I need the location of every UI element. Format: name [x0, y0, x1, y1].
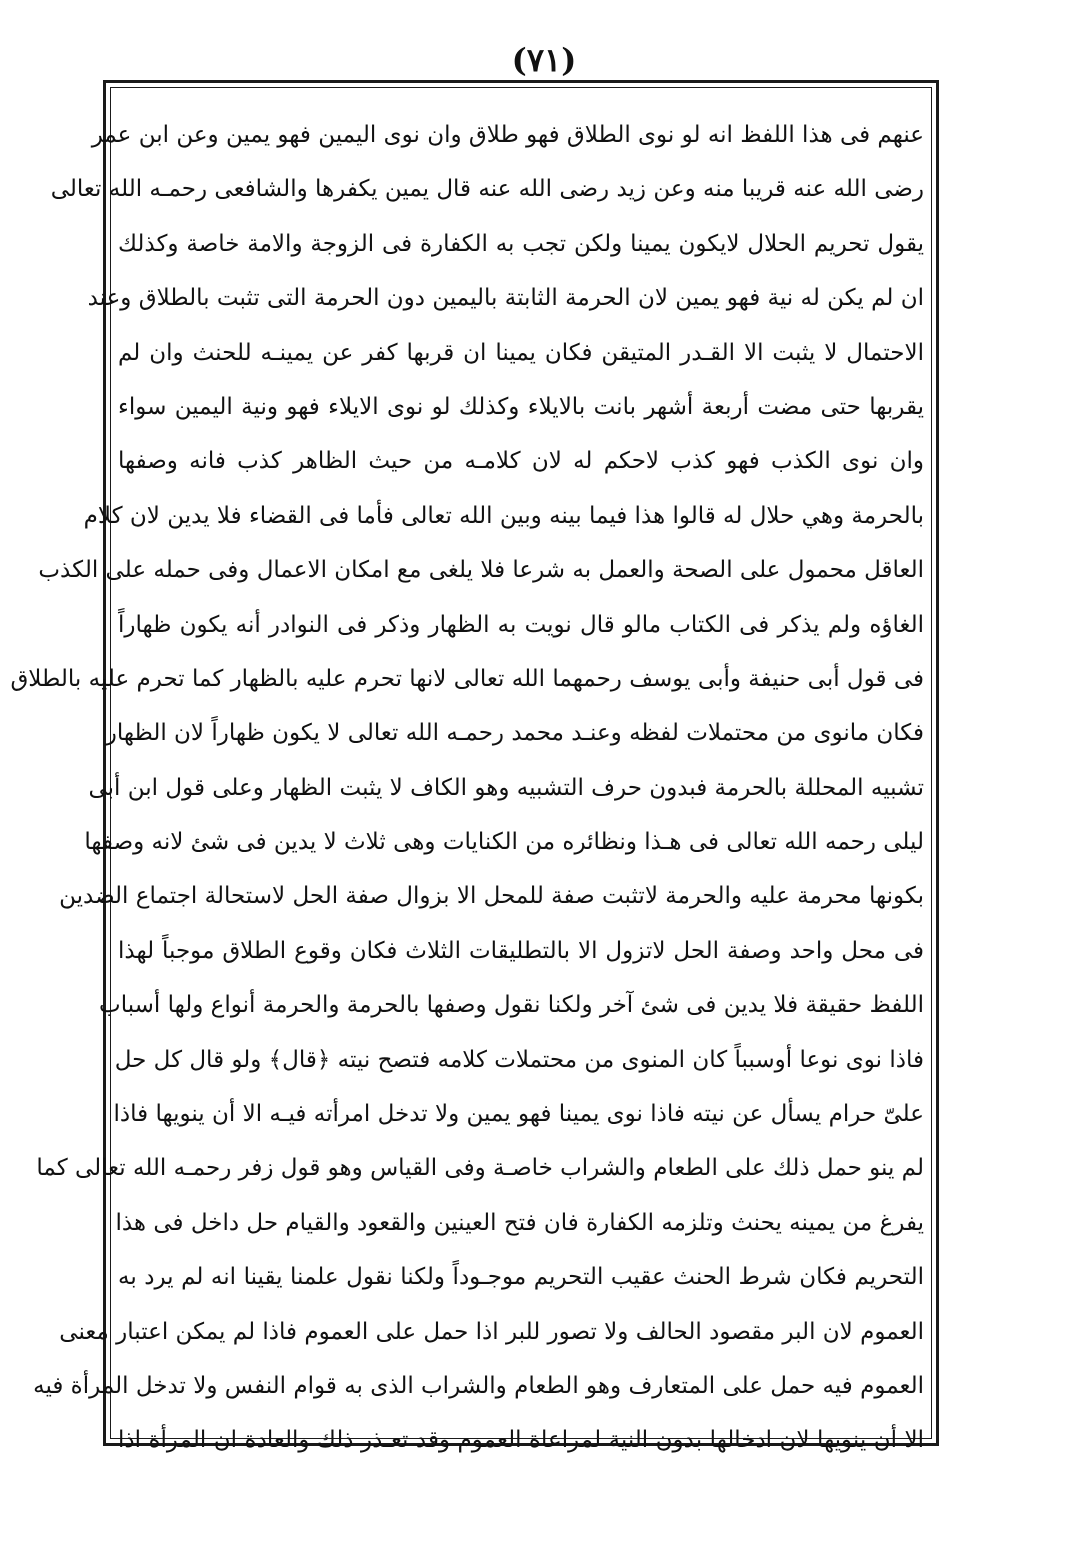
- text-line: تشبيه المحللة بالحرمة فبدون حرف التشبيه وهو الكاف لا يثبت الظهار وعلى قول ابن أبى: [88, 774, 924, 801]
- text-line: الغاؤه ولم يذكر فى الكتاب مالو قال نويت به الظهار وذكر فى النوادر أنه يكون ظهاراً: [118, 611, 924, 638]
- text-line: يفرغ من يمينه يحنث وتلزمه الكفارة فان فتح العينين والقعود والقيام حل داخل فى هذا: [115, 1209, 924, 1236]
- page-number: (٧١): [511, 41, 577, 79]
- text-line: العاقل محمول على الصحة والعمل به شرعا فلا يلغى مع امكان الاعمال وفى حمله على الكذب: [38, 557, 924, 584]
- text-line: لم ينو حمل ذلك على الطعام والشراب خاصـة وفى القياس وهو قول زفر رحمـه الله تعالى كما: [36, 1155, 924, 1182]
- text-line: فاذا نوى نوعا أوسبباً كان المنوى من محتملات كلامه فتصح نيته ﴿قال﴾ ولو قال كل حل: [114, 1046, 924, 1073]
- text-line: بالحرمة وهي حلال له قالوا هذا فيما بينه وبين الله تعالى فأما فى القضاء فلا يدين لان كلام: [83, 502, 924, 529]
- text-line: ان لم يكن له نية فهو يمين لان الحرمة الثابتة باليمين دون الحرمة التى تثبت بالطلاق وعند: [87, 285, 924, 312]
- text-line: بكونها محرمة عليه والحرمة لاتثبت صفة للمحل الا بزوال صفة الحل لاستحالة اجتماع الضدين: [59, 883, 924, 910]
- text-line: فى قول أبى حنيفة وأبى يوسف رحمهما الله تعالى لانها تحرم عليه بالظهار كما تحرم عليه بالطلاق: [10, 665, 924, 692]
- text-line: العموم لان البر مقصود الحالف ولا تصور للبر اذا حمل على العموم فاذا لم يمكن اعتبار معنى: [59, 1318, 924, 1345]
- text-line: فى محل واحد وصفة الحل لاتزول الا بالتطليقات الثلاث فكان وقوع الطلاق موجباً لهذا: [118, 937, 924, 964]
- body-text: [10, 108, 924, 1468]
- text-line: الاحتمال لا يثبت الا القـدر المتيقن فكان يمينا ان قربها كفر عن يمينـه للحنث وان لم: [118, 339, 924, 366]
- text-line: الا أن ينويها لان ادخالها بدون النية لمراعاة العموم وقد تعـذر ذلك والعادة ان المرأة اذا: [118, 1427, 924, 1454]
- text-line: علىّ حرام يسأل عن نيته فاذا نوى يمينا فهو يمين ولا تدخل امرأته فيـه الا أن ينويها فاذا: [113, 1101, 924, 1128]
- text-line: ليلى رحمه الله تعالى فى هـذا ونظائره من الكنايات وهى ثلاث لا يدين فى شئ لانه وصفها: [84, 829, 924, 856]
- text-line: التحريم فكان شرط الحنث عقيب التحريم موجـوداً ولكنا نقول علمنا يقينا انه لم يرد به: [118, 1264, 924, 1291]
- text-line: العموم فيه حمل على المتعارف وهو الطعام والشراب الذى به قوام النفس ولا تدخل المرأة فيه: [33, 1372, 924, 1399]
- text-line: فكان مانوى من محتملات لفظه وعنـد محمد رحمـه الله تعالى لا يكون ظهاراً لان الظهار: [105, 720, 924, 747]
- text-line: اللفظ حقيقة فلا يدين فى شئ آخر ولكنا نقول وصفها بالحرمة والحرمة أنواع ولها أسباب: [99, 992, 924, 1019]
- text-line: عنهم فى هذا اللفظ انه لو نوى الطلاق فهو طلاق وان نوى اليمين فهو يمين وعن ابن عمر: [91, 122, 924, 148]
- text-line: يقول تحريم الحلال لايكون يمينا ولكن تجب به الكفارة فى الزوجة والامة خاصة وكذلك: [118, 230, 924, 257]
- text-line: يقربها حتى مضت أربعة أشهر بانت بالايلاء وكذلك لو نوى الايلاء فهو ونية اليمين سواء: [118, 393, 924, 420]
- text-line: وان نوى الكذب فهو كذب لاحكم له لان كلامـه من حيث الظاهر كذب فانه وصفها: [118, 448, 924, 475]
- text-line: رضى الله عنه قريبا منه وعن زيد رضى الله عنه قال يمين يكفرها والشافعى رحمـه الله تعالى: [50, 176, 924, 203]
